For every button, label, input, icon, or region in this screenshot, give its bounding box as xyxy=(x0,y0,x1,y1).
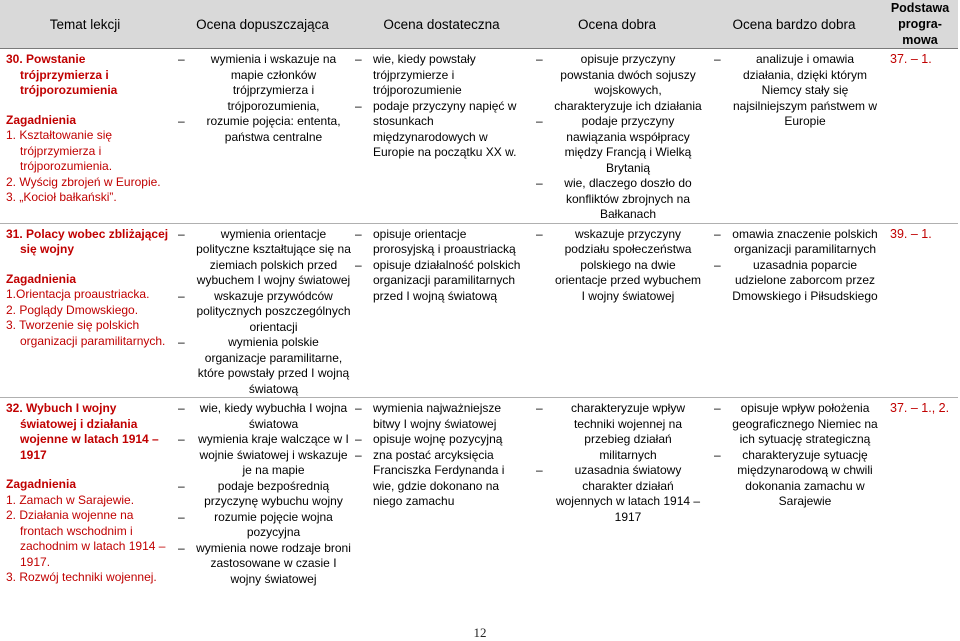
header-grade-5: Ocena bardzo dobra xyxy=(706,0,882,49)
requirement-item: – wymienia najważniejsze bitwy I wojny światowej xyxy=(355,401,502,431)
grade-4-cell xyxy=(528,223,706,398)
grade-5-cell xyxy=(706,223,882,398)
header-curriculum-base: Podstawa progra- mowa xyxy=(882,0,958,49)
requirement-item: – omawia znaczenie polskich organizacji paramilitarnych xyxy=(714,226,878,256)
requirement-item: – analizuje i omawia działania, dzięki którym Niemcy stały się najsilniejszym państwem w Europie xyxy=(714,52,878,128)
requirement-item: – opisuje przyczyny powstania dwóch sojuszy wojskowych, charakteryzuje ich działania xyxy=(536,52,702,113)
requirement-item: – opisuje wojnę pozycyjną xyxy=(355,432,503,446)
issue-item: 3. „Kocioł bałkański”. xyxy=(6,190,117,204)
lesson-title: 32. Wybuch I wojny światowej i działania wojenne w latach 1914 – 1917 xyxy=(6,401,159,462)
requirement-item: – podaje przyczyny napięć w stosunkach międzynarodowych w Europie na początku XX w. xyxy=(355,98,517,159)
issue-item: 1. Zamach w Sarajewie. xyxy=(6,492,135,507)
lesson-title: 30. Powstanie trójprzymierza i trójporozumienia xyxy=(6,52,118,97)
requirement-item: – wymienia orientacje polityczne kształtujące się na ziemiach polskich przed wybuchem I wojny światowej xyxy=(178,226,351,287)
grade-3-cell xyxy=(355,49,528,224)
lesson-topic-cell xyxy=(0,398,170,628)
grade-4-cell xyxy=(528,49,706,224)
issue-item: 3. Tworzenie się polskich organizacji paramilitarnych. xyxy=(6,318,166,348)
requirement-item: – wymienia kraje walczące w I wojnie światowej i wskazuje je na mapie xyxy=(178,432,349,477)
issue-item: 1. Kształtowanie się trójprzymierza i trójporozumienia. xyxy=(6,128,113,173)
lesson-row-32 xyxy=(0,398,958,628)
header-grade-2: Ocena dopuszczająca xyxy=(170,0,355,49)
issue-item: 3. Rozwój techniki wojennej. xyxy=(6,570,157,584)
grade-2-cell xyxy=(170,49,355,224)
issue-item: 2. Poglądy Dmowskiego. xyxy=(6,302,139,317)
grade-2-cell xyxy=(170,223,355,398)
grade-2-cell xyxy=(170,398,355,628)
lesson-topic-cell xyxy=(0,49,170,224)
grade-5-cell xyxy=(706,49,882,224)
requirement-item: – wymienia i wskazuje na mapie członków trójprzymierza i trójporozumienia, xyxy=(178,52,337,113)
requirement-item: – wskazuje przyczyny podziału społeczeństwa polskiego na dwie orientacje przed wybuchem I wojny światowej xyxy=(536,226,702,303)
issue-item: 2. Wyścig zbrojeń w Europie. xyxy=(6,174,161,189)
grade-4-cell xyxy=(528,398,706,628)
requirement-item: – uzasadnia światowy charakter działań wojennych w latach 1914 – 1917 xyxy=(536,463,701,524)
lesson-title: 31. Polacy wobec zbliżającej się wojny xyxy=(6,226,169,256)
requirement-item: – charakteryzuje wpływ techniki wojennej na przebieg działań militarnych xyxy=(536,401,686,462)
grade-3-cell xyxy=(355,223,528,398)
curriculum-ref: 39. – 1. xyxy=(882,223,958,398)
curriculum-ref: 37. – 1., 2. xyxy=(882,398,958,628)
lesson-row-31 xyxy=(0,223,958,398)
issue-item: 1.Orientacja proaustriacka. xyxy=(6,287,150,301)
requirement-item: – rozumie pojęcia: ententa, państwa centralne xyxy=(178,114,341,144)
issues-heading: Zagadnienia xyxy=(6,271,77,286)
header-grade-3: Ocena dostateczna xyxy=(355,0,528,49)
issue-item: 2. Działania wojenne na frontach wschodnim i zachodnim w latach 1914 – 1917. xyxy=(6,508,166,569)
requirement-item: – wie, kiedy wybuchła I wojna światowa xyxy=(178,401,348,431)
requirement-item: – opisuje działalność polskich organizacji paramilitarnych przed I wojną światową xyxy=(355,257,521,303)
requirement-item: – opisuje orientacje prorosyjską i proaustriacką xyxy=(355,226,516,256)
issues-heading: Zagadnienia xyxy=(6,112,77,127)
requirement-item: – podaje bezpośrednią przyczynę wybuchu wojny xyxy=(178,478,343,508)
grade-5-cell xyxy=(706,398,882,628)
lesson-topic-cell xyxy=(0,223,170,398)
header-grade-4: Ocena dobra xyxy=(528,0,706,49)
requirement-item: – uzasadnia poparcie udzielone zaborcom przez Dmowskiego i Piłsudskiego xyxy=(714,257,878,303)
curriculum-ref: 37. – 1. xyxy=(890,52,932,66)
lesson-row-30 xyxy=(0,49,958,224)
header-row xyxy=(0,0,958,49)
requirement-item: – wymienia nowe rodzaje broni zastosowane w czasie I wojny światowej xyxy=(178,540,351,586)
requirement-item: – wymienia polskie organizacje paramilitarne, które powstały przed I wojną światową xyxy=(178,335,350,396)
issues-heading: Zagadnienia xyxy=(6,477,77,491)
requirement-item: – charakteryzuje sytuację międzynarodową w chwili dokonania zamachu w Sarajewie xyxy=(714,447,873,508)
grade-3-cell xyxy=(355,398,528,628)
requirement-item: – podaje przyczyny nawiązania współpracy między Francją i Wielką Brytanią xyxy=(536,114,692,175)
requirement-item: – wie, kiedy powstały trójprzymierze i trójporozumienie xyxy=(355,52,476,97)
requirement-item: – zna postać arcyksięcia Franciszka Ferdynanda i wie, gdzie dokonano na niego zamachu xyxy=(355,447,505,508)
page-number: 12 xyxy=(473,625,487,640)
requirement-item: – wie, dlaczego doszło do konfliktów zbrojnych na Bałkanach xyxy=(536,176,692,221)
header-topic: Temat lekcji xyxy=(0,0,170,49)
requirement-item: – rozumie pojęcie wojna pozycyjna xyxy=(178,509,333,539)
requirement-item: – wskazuje przywódców politycznych poszczególnych orientacji xyxy=(178,288,351,334)
requirement-item: – opisuje wpływ położenia geograficznego Niemiec na ich sytuację strategiczną xyxy=(714,401,878,446)
